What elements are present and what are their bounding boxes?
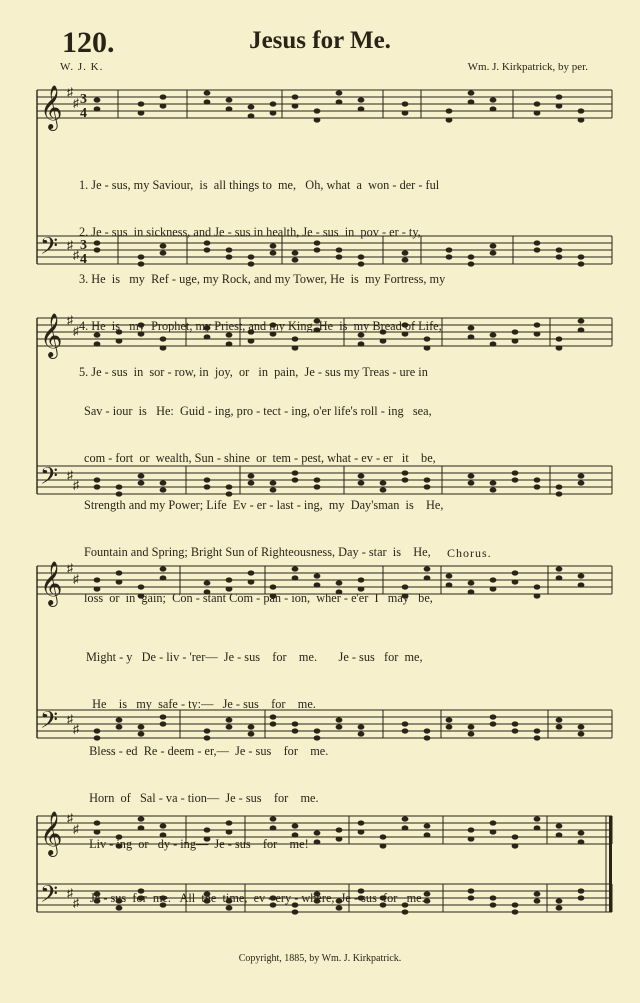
treble-clef-icon: 𝄞 <box>40 561 63 605</box>
hymn-number: 120. <box>62 26 115 59</box>
note-head <box>578 108 585 113</box>
note-head <box>292 94 299 99</box>
sharp-icon: ♯ <box>67 561 73 575</box>
sharp-icon: ♯ <box>67 712 73 726</box>
verse-lines-system-2 <box>84 373 611 638</box>
verse-line: Je - sus for me. All the time, ev - ery - where, Je - sus for me. <box>90 891 425 906</box>
verse-line: Horn of Sal - va - tion— Je - sus for me. <box>86 790 319 805</box>
bass-clef-icon: 𝄢 <box>40 706 59 739</box>
note-head <box>446 117 453 122</box>
time-signature: 4 <box>80 252 87 267</box>
note-head <box>490 97 497 102</box>
sharp-icon: ♯ <box>67 85 73 99</box>
author-credit: W. J. K. <box>60 61 104 73</box>
bass-clef-icon: 𝄢 <box>40 232 59 265</box>
verse-line: He is my safe - ty:— Je - sus for me. <box>86 696 316 711</box>
sharp-icon: ♯ <box>67 886 73 900</box>
bass-clef-icon: 𝄢 <box>40 880 59 913</box>
note-head <box>94 97 101 102</box>
time-signature: 3 <box>80 92 87 107</box>
note-head <box>94 106 101 111</box>
bass-clef-icon: 𝄢 <box>40 462 59 495</box>
note-head <box>358 97 365 102</box>
sharp-icon: ♯ <box>73 248 79 262</box>
time-signature: 4 <box>80 106 87 121</box>
sharp-icon: ♯ <box>73 96 79 110</box>
treble-clef-icon: 𝄞 <box>40 313 63 357</box>
time-signature: 3 <box>80 238 87 253</box>
verse-line: Liv - ing or dy - ing— Je - sus for me! <box>86 837 309 852</box>
verse-line: 4. He is my Prophet, my Priest, and my King, He is my Bread of Life, <box>79 318 442 333</box>
verse-line: loss or in gain; Con - stant Com - pan - ion, wher - e'er I may be, <box>84 591 433 606</box>
sharp-icon: ♯ <box>73 822 79 836</box>
note-head <box>160 94 167 99</box>
note-head <box>160 103 167 108</box>
sharp-icon: ♯ <box>67 313 73 327</box>
note-head <box>226 97 233 102</box>
verse-lines-system-4 <box>90 860 617 938</box>
note-head <box>358 106 365 111</box>
note-head <box>248 104 255 109</box>
note-head <box>534 101 541 106</box>
verse-line: com - fort or wealth, Sun - shine or tem - pest, what - ev - er it be, <box>84 450 436 465</box>
verse-line: Strength and my Power; Life Ev - er - last - ing, my Day'sman is He, <box>84 497 444 512</box>
verse-line: Sav - iour is He: Guid - ing, pro - tect - ing, o'er life's roll - ing sea, <box>84 404 432 419</box>
sharp-icon: ♯ <box>73 572 79 586</box>
copyright-notice: Copyright, 1885, by Wm. J. Kirkpatrick. <box>238 953 402 964</box>
note-head <box>534 110 541 115</box>
note-head <box>226 106 233 111</box>
sharp-icon: ♯ <box>67 811 73 825</box>
chorus-label: Chorus. <box>447 546 492 560</box>
verse-line: 1. Je - sus, my Saviour, is all things to me, Oh, what a won - der - ful <box>79 178 440 193</box>
sharp-icon: ♯ <box>67 468 73 482</box>
composer-credit: Wm. J. Kirkpatrick, by per. <box>467 61 588 73</box>
note-head <box>556 94 563 99</box>
note-head <box>138 110 145 115</box>
note-head <box>204 90 211 95</box>
sharp-icon: ♯ <box>67 238 73 252</box>
verse-line: 5. Je - sus in sor - row, in joy, or in pain, Je - sus my Treas - ure in <box>79 365 428 380</box>
note-head <box>336 99 343 104</box>
note-head <box>336 90 343 95</box>
sharp-icon: ♯ <box>73 324 79 338</box>
note-head <box>292 103 299 108</box>
treble-clef-icon: 𝄞 <box>40 85 63 129</box>
note-head <box>446 108 453 113</box>
note-head <box>204 99 211 104</box>
note-head <box>270 101 277 106</box>
sharp-icon: ♯ <box>73 722 79 736</box>
note-head <box>468 99 475 104</box>
verse-line: Might - y De - liv - 'rer— Je - sus for me. Je - sus for me, <box>86 650 423 665</box>
note-head <box>468 90 475 95</box>
note-head <box>578 117 585 122</box>
verse-lines-system-3 <box>86 619 613 884</box>
note-head <box>248 113 255 118</box>
note-head <box>270 110 277 115</box>
note-head <box>314 117 321 122</box>
treble-clef-icon: 𝄞 <box>40 811 63 855</box>
verse-line: 2. Je - sus in sickness, and Je - sus in health, Je - sus in pov - er - ty, <box>79 224 421 239</box>
note-head <box>402 101 409 106</box>
verse-line: 3. He is my Ref - uge, my Rock, and my Tower, He is my Fortress, my <box>79 271 446 286</box>
verse-line: Bless - ed Re - deem - er,— Je - sus for me. <box>86 743 329 758</box>
note-head <box>402 110 409 115</box>
note-head <box>556 103 563 108</box>
note-head <box>490 106 497 111</box>
note-head <box>314 108 321 113</box>
verse-line: Fountain and Spring; Bright Sun of Righteousness, Day - star is He, <box>84 544 431 559</box>
note-head <box>138 101 145 106</box>
sharp-icon: ♯ <box>73 896 79 910</box>
sharp-icon: ♯ <box>73 478 79 492</box>
hymn-title: Jesus for Me. <box>249 27 391 54</box>
